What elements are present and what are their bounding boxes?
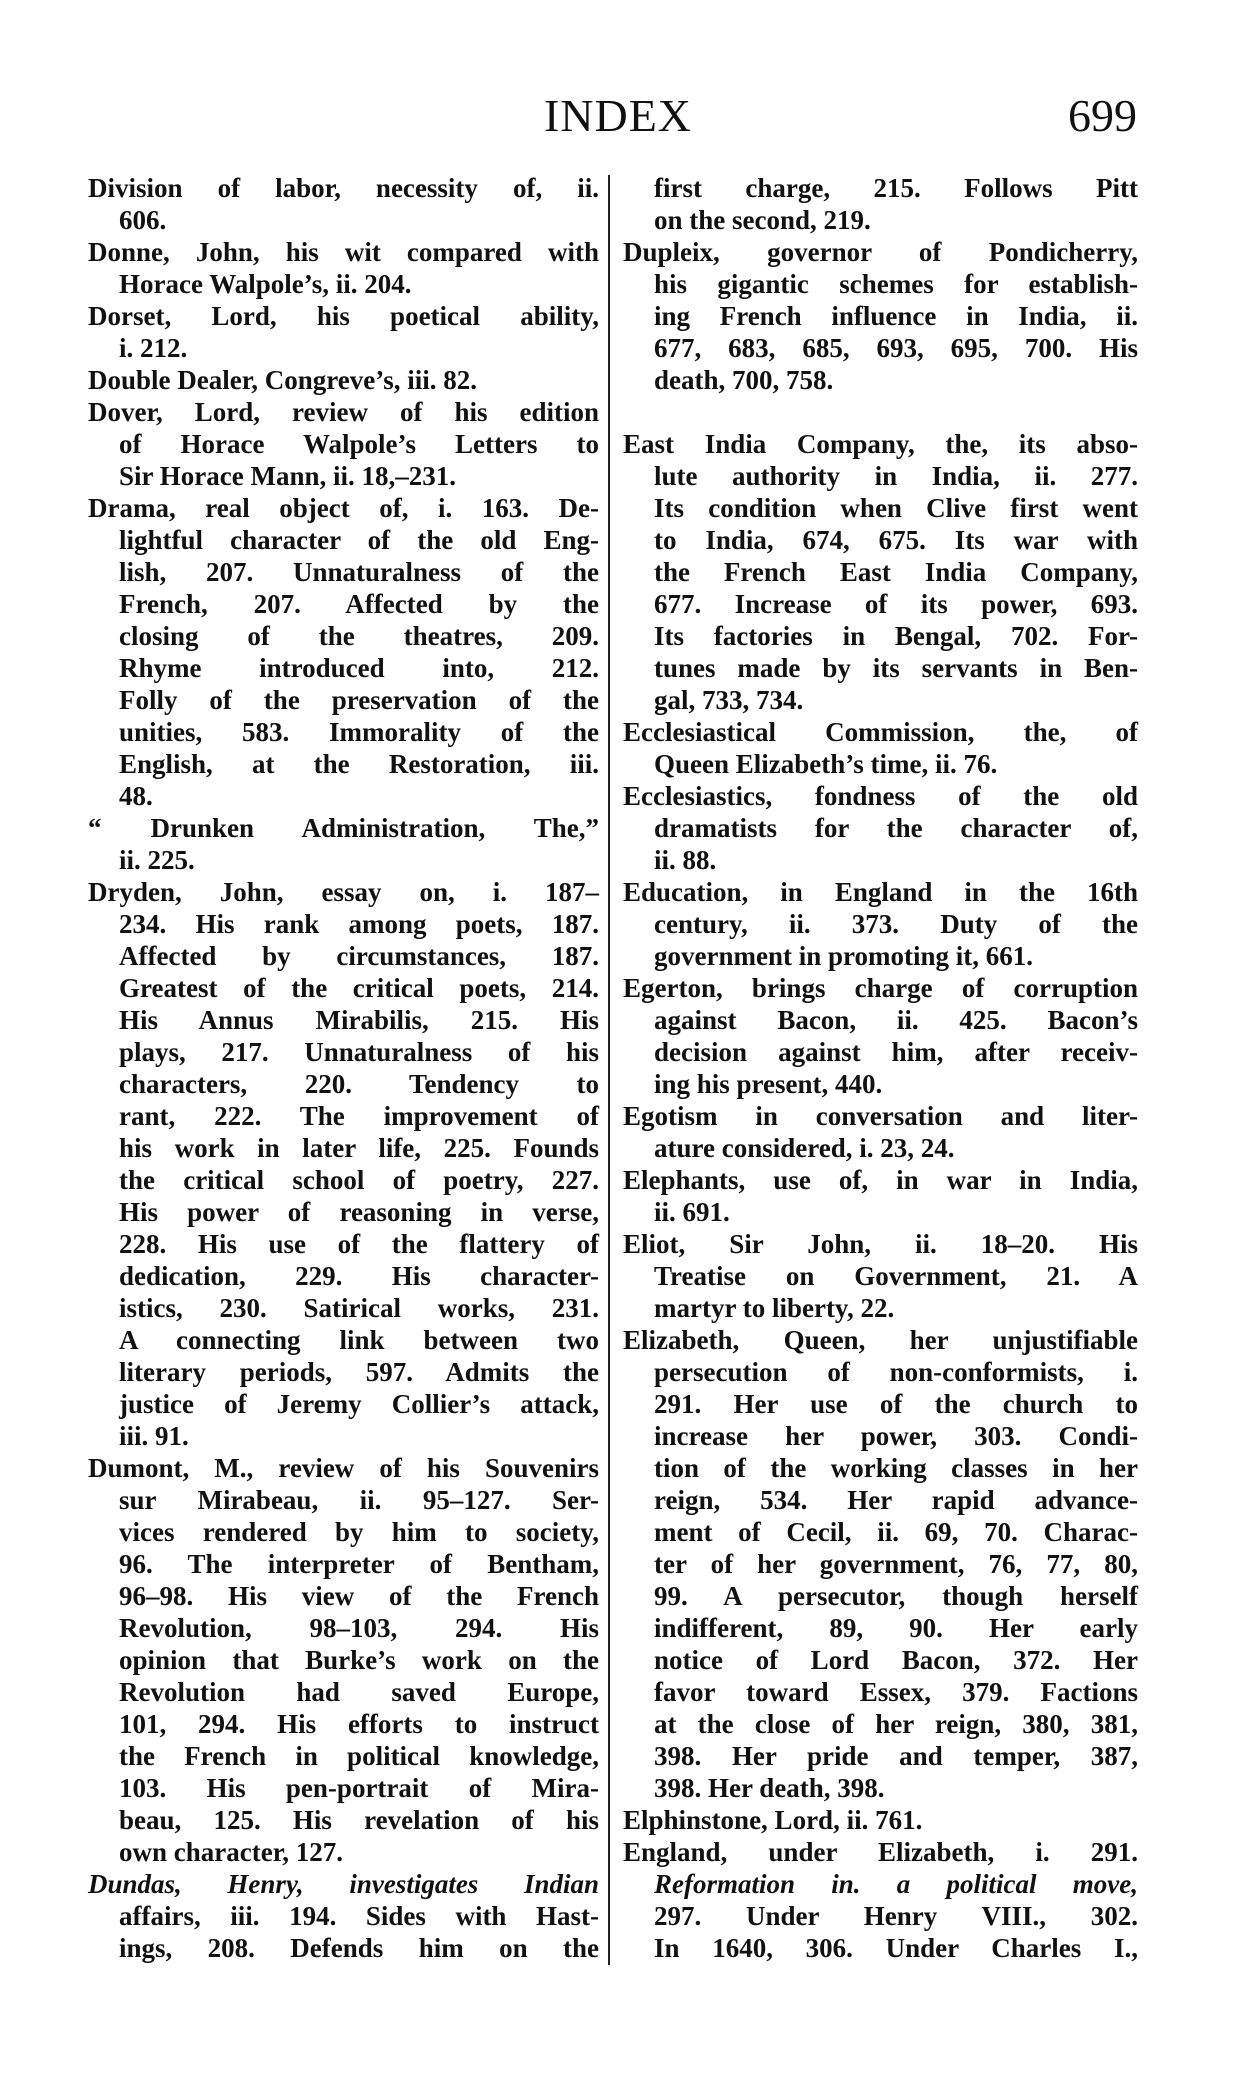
index-entry-heading-line: Dryden, John, essay on, i. 187–: [88, 877, 599, 907]
index-entry: [623, 1836, 1138, 1964]
index-entry-heading-line: East India Company, the, its abso-: [623, 429, 1138, 459]
index-entry-line: on the second, 219.: [654, 205, 871, 235]
index-entry-line: 96. The interpreter of Bentham,: [119, 1549, 599, 1579]
index-entry-line: beau, 125. His revelation of his: [119, 1805, 599, 1835]
index-entry: [88, 300, 599, 364]
index-entry-line: justice of Jeremy Collier’s attack,: [119, 1389, 599, 1419]
index-entry-line: Revolution had saved Europe,: [119, 1677, 599, 1707]
index-entry-line: ii. 225.: [119, 845, 195, 875]
index-entry-line: his work in later life, 225. Founds: [119, 1133, 599, 1163]
index-entry-line: tion of the working classes in her: [654, 1453, 1138, 1483]
index-entry-line: Folly of the preservation of the: [119, 685, 599, 715]
index-entry-line: istics, 230. Satirical works, 231.: [119, 1293, 599, 1323]
index-entry-line: tunes made by its servants in Ben-: [654, 653, 1138, 683]
index-entry-line: characters, 220. Tendency to: [119, 1069, 599, 1099]
index-entry-line: 291. Her use of the church to: [654, 1389, 1138, 1419]
index-entry-line: 101, 294. His efforts to instruct: [119, 1709, 599, 1739]
index-entry-line: closing of the theatres, 209.: [119, 621, 599, 651]
index-entry-line: Its condition when Clive first went: [654, 493, 1138, 523]
index-entry-line: His power of reasoning in verse,: [119, 1197, 599, 1227]
index-entry-line: the critical school of poetry, 227.: [119, 1165, 599, 1195]
index-entry-line: affairs, iii. 194. Sides with Hast-: [119, 1901, 599, 1931]
index-entry-line: Revolution, 98–103, 294. His: [119, 1613, 599, 1643]
index-entry: [623, 172, 1138, 236]
index-entry-heading-line: Dorset, Lord, his poetical ability,: [88, 301, 599, 331]
index-entry-line: century, ii. 373. Duty of the: [654, 909, 1138, 939]
index-entry-line: Affected by circumstances, 187.: [119, 941, 599, 971]
index-entry: [623, 1100, 1138, 1164]
index-entry-line: 103. His pen-portrait of Mira-: [119, 1773, 599, 1803]
index-entry: [623, 1228, 1138, 1324]
index-entry-line: 677, 683, 685, 693, 695, 700. His: [654, 333, 1138, 363]
index-entry-line: 96–98. His view of the French: [119, 1581, 599, 1611]
index-entry: [88, 1452, 599, 1868]
index-entry: [88, 492, 599, 812]
index-entry-line: lute authority in India, ii. 277.: [654, 461, 1138, 491]
index-entry-line: opinion that Burke’s work on the: [119, 1645, 599, 1675]
index-entry-line: the French East India Company,: [654, 557, 1138, 587]
index-entry-line: ings, 208. Defends him on the: [119, 1933, 599, 1963]
index-entry: [88, 396, 599, 492]
index-entry-heading-line: “ Drunken Administration, The,”: [88, 813, 599, 843]
index-entry-heading-line: Elphinstone, Lord, ii. 761.: [623, 1805, 923, 1835]
index-entry: [88, 876, 599, 1452]
index-entry-heading-line: Ecclesiastics, fondness of the old: [623, 781, 1138, 811]
index-entry-line: ter of her government, 76, 77, 80,: [654, 1549, 1138, 1579]
index-entry-line: notice of Lord Bacon, 372. Her: [654, 1645, 1138, 1675]
index-entry-line: ing his present, 440.: [654, 1069, 883, 1099]
index-entry-line: ment of Cecil, ii. 69, 70. Charac-: [654, 1517, 1138, 1547]
index-entry-line: 606.: [119, 205, 167, 235]
index-entry-line: vices rendered by him to society,: [119, 1517, 599, 1547]
index-entry-line: sur Mirabeau, ii. 95–127. Ser-: [119, 1485, 599, 1515]
index-entry-line: 228. His use of the flattery of: [119, 1229, 599, 1259]
index-entry: [88, 1868, 599, 1964]
index-entry-line: unities, 583. Immorality of the: [119, 717, 599, 747]
index-entry-line: iii. 91.: [119, 1421, 189, 1451]
index-entry-line: lightful character of the old Eng-: [119, 525, 599, 555]
index-entry-line: government in promoting it, 661.: [654, 941, 1033, 971]
index-entry-line: 398. Her death, 398.: [654, 1773, 885, 1803]
index-column-right: [623, 172, 1138, 1964]
index-entry-line: 297. Under Henry VIII., 302.: [654, 1901, 1138, 1931]
index-entry: [623, 876, 1138, 972]
index-entry-heading-line: Division of labor, necessity of, ii.: [88, 173, 599, 203]
page-number: 699: [1068, 90, 1137, 141]
index-entry-line: the French in political knowledge,: [119, 1741, 599, 1771]
index-entry-line: 48.: [119, 781, 153, 811]
index-entry-heading-line: Dover, Lord, review of his edition: [88, 397, 599, 427]
index-entry-line: dedication, 229. His character-: [119, 1261, 599, 1291]
index-entry-line: 99. A persecutor, though herself: [654, 1581, 1138, 1611]
index-entry-line: ii. 691.: [654, 1197, 730, 1227]
index-entry-heading-line: Education, in England in the 16th: [623, 877, 1138, 907]
index-entry: [623, 972, 1138, 1100]
index-entry-heading-line: Drama, real object of, i. 163. De-: [88, 493, 599, 523]
index-entry-line: decision against him, after receiv-: [654, 1037, 1138, 1067]
index-entry-line: own character, 127.: [119, 1837, 343, 1867]
index-entry: [88, 364, 599, 396]
index-entry: [88, 236, 599, 300]
index-entry: [623, 1804, 1138, 1836]
index-entry-line: His Annus Mirabilis, 215. His: [119, 1005, 599, 1035]
index-entry: [88, 172, 599, 236]
index-entry-heading-line: Egerton, brings charge of corruption: [623, 973, 1138, 1003]
index-entry-line: Treatise on Government, 21. A: [654, 1261, 1138, 1291]
index-entry-line: 398. Her pride and temper, 387,: [654, 1741, 1138, 1771]
index-entry-line: favor toward Essex, 379. Factions: [654, 1677, 1138, 1707]
index-entry-line: lish, 207. Unnaturalness of the: [119, 557, 599, 587]
entry-spacer: [623, 396, 1138, 428]
index-entry-line: of Horace Walpole’s Letters to: [119, 429, 599, 459]
index-entry-heading-line: Dumont, M., review of his Souvenirs: [88, 1453, 599, 1483]
index-entry-heading-line: England, under Elizabeth, i. 291.: [623, 1837, 1138, 1867]
index-entry-line: ature considered, i. 23, 24.: [654, 1133, 955, 1163]
index-entry-line: first charge, 215. Follows Pitt: [654, 173, 1138, 203]
index-entry-heading-line: Eliot, Sir John, ii. 18–20. His: [623, 1229, 1138, 1259]
index-entry-line: martyr to liberty, 22.: [654, 1293, 895, 1323]
index-entry-line: Rhyme introduced into, 212.: [119, 653, 599, 683]
index-entry-line: French, 207. Affected by the: [119, 589, 599, 619]
page-heading: INDEX: [543, 90, 693, 141]
index-entry-line: literary periods, 597. Admits the: [119, 1357, 599, 1387]
index-entry-line: Reformation in. a political move,: [654, 1869, 1138, 1899]
index-entry-line: 234. His rank among poets, 187.: [119, 909, 599, 939]
index-entry-line: reign, 534. Her rapid advance-: [654, 1485, 1138, 1515]
index-entry: [623, 780, 1138, 876]
index-entry-line: Sir Horace Mann, ii. 18,–231.: [119, 461, 456, 491]
index-entry-line: against Bacon, ii. 425. Bacon’s: [654, 1005, 1138, 1035]
index-entry-line: Horace Walpole’s, ii. 204.: [119, 269, 412, 299]
index-entry-line: English, at the Restoration, iii.: [119, 749, 599, 779]
index-column-left: [88, 172, 599, 1964]
index-entry-line: death, 700, 758.: [654, 365, 834, 395]
index-entry-line: indifferent, 89, 90. Her early: [654, 1613, 1138, 1643]
index-entry-line: persecution of non-conformists, i.: [654, 1357, 1138, 1387]
index-entry-line: A connecting link between two: [119, 1325, 599, 1355]
index-entry-line: plays, 217. Unnaturalness of his: [119, 1037, 599, 1067]
index-entry-line: i. 212.: [119, 333, 188, 363]
index-entry: [623, 1324, 1138, 1804]
index-entry-line: to India, 674, 675. Its war with: [654, 525, 1138, 555]
index-entry-line: increase her power, 303. Condi-: [654, 1421, 1138, 1451]
index-entry-heading-line: Dundas, Henry, investigates Indian: [88, 1869, 599, 1899]
index-entry-line: In 1640, 306. Under Charles I.,: [654, 1933, 1138, 1963]
index-entry-heading-line: Ecclesiastical Commission, the, of: [623, 717, 1138, 747]
index-entry: [623, 1164, 1138, 1228]
index-entry-line: 677. Increase of its power, 693.: [654, 589, 1138, 619]
index-entry-heading-line: Elizabeth, Queen, her unjustifiable: [623, 1325, 1138, 1355]
index-entry-line: dramatists for the character of,: [654, 813, 1138, 843]
index-entry-line: gal, 733, 734.: [654, 685, 804, 715]
index-entry: [623, 716, 1138, 780]
index-entry-line: Greatest of the critical poets, 214.: [119, 973, 599, 1003]
index-entry-heading-line: Double Dealer, Congreve’s, iii. 82.: [88, 365, 477, 395]
index-entry-heading-line: Donne, John, his wit compared with: [88, 237, 599, 267]
index-entry-line: ii. 88.: [654, 845, 717, 875]
column-divider: [608, 175, 610, 1965]
index-entry-line: at the close of her reign, 380, 381,: [654, 1709, 1138, 1739]
index-entry-heading-line: Egotism in conversation and liter-: [623, 1101, 1138, 1131]
index-entry-line: Its factories in Bengal, 702. For-: [654, 621, 1138, 651]
index-entry-line: ing French influence in India, ii.: [654, 301, 1138, 331]
index-entry: [623, 236, 1138, 396]
index-entry-heading-line: Dupleix, governor of Pondicherry,: [623, 237, 1138, 267]
index-entry-line: his gigantic schemes for establish-: [654, 269, 1138, 299]
index-entry-line: Queen Elizabeth’s time, ii. 76.: [654, 749, 998, 779]
index-entry: [88, 812, 599, 876]
index-entry-line: rant, 222. The improvement of: [119, 1101, 599, 1131]
index-entry: [623, 428, 1138, 716]
index-entry-heading-line: Elephants, use of, in war in India,: [623, 1165, 1138, 1195]
